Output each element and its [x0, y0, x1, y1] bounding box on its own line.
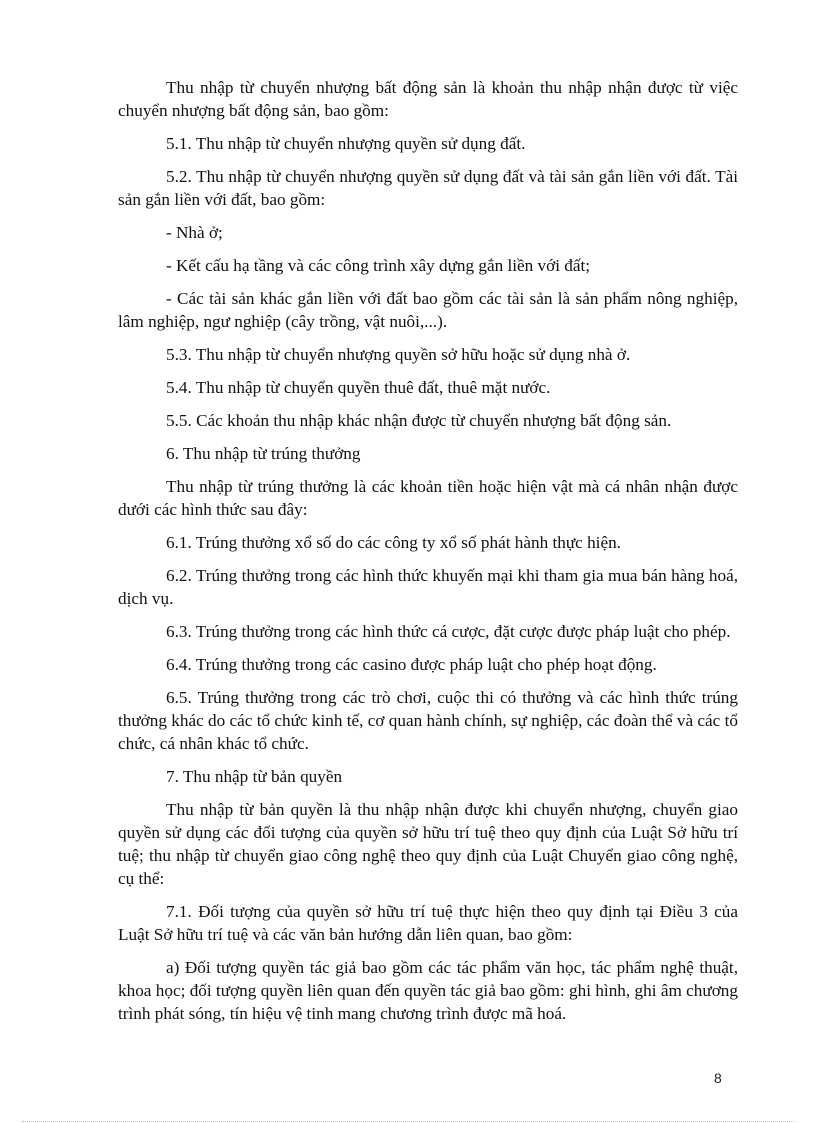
paragraph: 5.3. Thu nhập từ chuyển nhượng quyền sở hữu hoặc sử dụng nhà ở. [166, 345, 631, 364]
paragraph: 6.2. Trúng thưởng trong các hình thức khuyến mại khi tham gia mua bán hàng hoá, dịch vụ. [118, 566, 738, 608]
paragraph: Thu nhập từ trúng thưởng là các khoản tiền hoặc hiện vật mà cá nhân nhận được dưới các hình thức sau đây: [118, 477, 738, 519]
paragraph: a) Đối tượng quyền tác giả bao gồm các tác phẩm văn học, tác phẩm nghệ thuật, khoa học; đối tượng quyền liên quan đến quyền tác giả bao gồm: ghi hình, ghi âm chương trình phát sóng, tín hiệu vệ tinh mang chương trình được mã hoá. [118, 958, 738, 1023]
paragraph: 5.1. Thu nhập từ chuyển nhượng quyền sử dụng đất. [166, 134, 526, 153]
paragraph: 6.5. Trúng thưởng trong các trò chơi, cuộc thi có thưởng và các hình thức trúng thưởng khác do các tổ chức kinh tế, cơ quan hành chính, sự nghiệp, các đoàn thể và các tổ chức, cá nhân khác tổ chức. [118, 688, 738, 753]
page-number: 8 [714, 1070, 722, 1086]
list-item: - Các tài sản khác gắn liền với đất bao gồm các tài sản là sản phẩm nông nghiệp, lâm nghiệp, ngư nghiệp (cây trồng, vật nuôi,...). [118, 289, 738, 331]
paragraph: 6.4. Trúng thưởng trong các casino được pháp luật cho phép hoạt động. [166, 655, 657, 674]
list-item: - Kết cấu hạ tầng và các công trình xây dựng gắn liền với đất; [166, 256, 591, 275]
paragraph: 6.3. Trúng thưởng trong các hình thức cá cược, đặt cược được pháp luật cho phép. [166, 622, 731, 641]
paragraph: Thu nhập từ bản quyền là thu nhập nhận được khi chuyển nhượng, chuyển giao quyền sử dụng các đối tượng của quyền sở hữu trí tuệ theo quy định của Luật Sở hữu trí tuệ; thu nhập từ chuyển giao công nghệ theo quy định của Luật Chuyển giao công nghệ, cụ thể: [118, 800, 738, 888]
list-item: - Nhà ở; [166, 223, 223, 242]
document-body [118, 76, 738, 1035]
paragraph: 5.2. Thu nhập từ chuyển nhượng quyền sử dụng đất và tài sản gắn liền với đất. Tài sản gắn liền với đất, bao gồm: [118, 167, 738, 209]
paragraph: Thu nhập từ chuyển nhượng bất động sản là khoản thu nhập nhận được từ việc chuyển nhượng bất động sản, bao gồm: [118, 78, 738, 120]
section-heading: 7. Thu nhập từ bản quyền [166, 767, 343, 786]
section-heading: 6. Thu nhập từ trúng thưởng [166, 444, 361, 463]
paragraph: 5.4. Thu nhập từ chuyển quyền thuê đất, thuê mặt nước. [166, 378, 551, 397]
paragraph: 6.1. Trúng thưởng xổ số do các công ty xổ số phát hành thực hiện. [166, 533, 621, 552]
page-bottom-divider [22, 1121, 794, 1122]
paragraph: 5.5. Các khoản thu nhập khác nhận được từ chuyển nhượng bất động sản. [166, 411, 672, 430]
paragraph: 7.1. Đối tượng của quyền sở hữu trí tuệ thực hiện theo quy định tại Điều 3 của Luật Sở hữu trí tuệ và các văn bản hướng dẫn liên quan, bao gồm: [118, 902, 738, 944]
